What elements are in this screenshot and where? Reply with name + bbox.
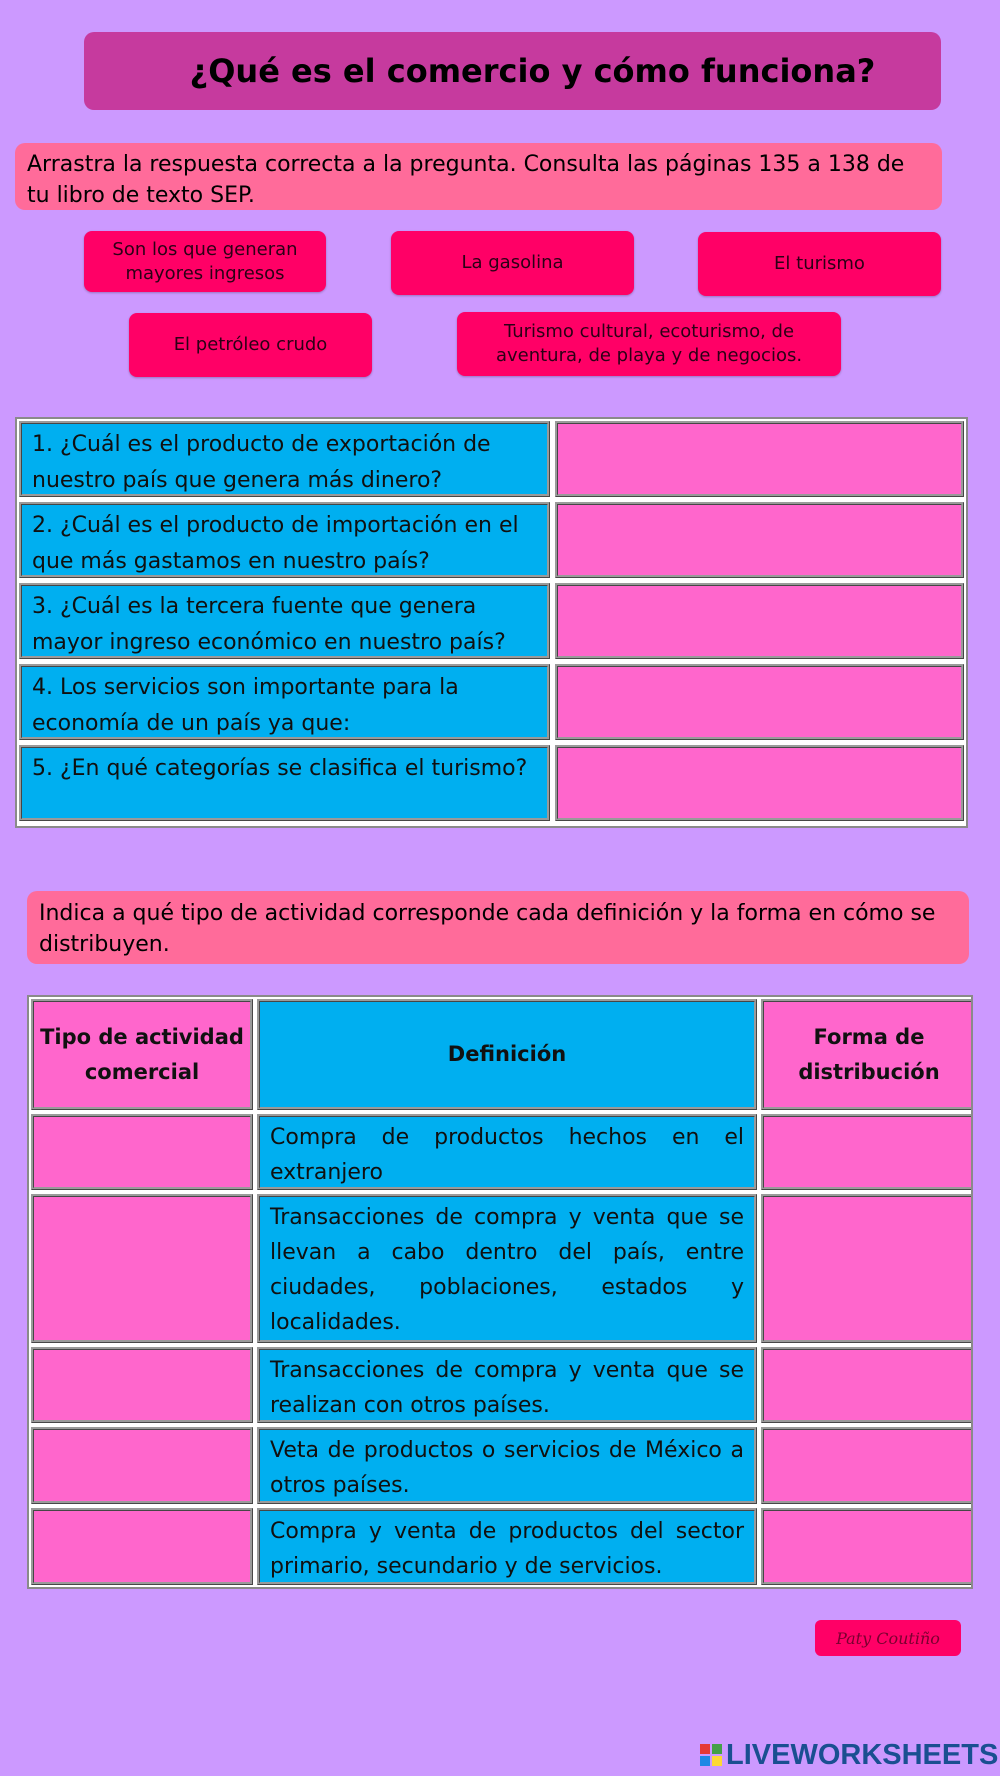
table-row (19, 745, 964, 821)
answer-drop-zone-3[interactable] (555, 583, 964, 659)
drop-zone-tipo-3[interactable] (31, 1347, 253, 1423)
drop-zone-forma-3[interactable] (761, 1347, 973, 1423)
instruction-activity: Indica a qué tipo de actividad corresponde cada definición y la forma en cómo se distribuyen. (27, 891, 969, 964)
logo-icon (700, 1744, 722, 1766)
answer-chip-turismo[interactable]: El turismo (698, 232, 941, 296)
table-row (19, 421, 964, 497)
author-badge: Paty Coutiño (815, 1620, 961, 1656)
header-definicion: Definición (257, 999, 757, 1110)
liveworksheets-logo (700, 1739, 1000, 1771)
answer-chip-petroleo-crudo[interactable]: El petróleo crudo (129, 313, 372, 377)
answer-drop-zone-1[interactable] (555, 421, 964, 497)
definition-cell: Veta de productos o servicios de México a otros países. (257, 1427, 757, 1504)
drop-zone-forma-4[interactable] (761, 1427, 973, 1504)
drop-zone-tipo-1[interactable] (31, 1114, 253, 1190)
question-cell: 2. ¿Cuál es el producto de importación en el que más gastamos en nuestro país? (19, 502, 550, 578)
answer-drop-zone-5[interactable] (555, 745, 964, 821)
definition-cell: Compra y venta de productos del sector primario, secundario y de servicios. (257, 1508, 757, 1585)
answer-drop-zone-4[interactable] (555, 664, 964, 740)
drop-zone-tipo-5[interactable] (31, 1508, 253, 1585)
answer-chip-mayores-ingresos[interactable]: Son los que generan mayores ingresos (84, 231, 326, 292)
header-forma-distribucion: Forma de distribución (761, 999, 973, 1110)
logo-text: LIVEWORKSHEETS (726, 1738, 999, 1771)
drop-zone-forma-5[interactable] (761, 1508, 973, 1585)
drop-zone-forma-1[interactable] (761, 1114, 973, 1190)
question-cell: 4. Los servicios son importante para la economía de un país ya que: (19, 664, 550, 740)
table-row (19, 502, 964, 578)
drop-zone-forma-2[interactable] (761, 1194, 973, 1343)
header-tipo-actividad: Tipo de actividad comercial (31, 999, 253, 1110)
drop-zone-tipo-4[interactable] (31, 1427, 253, 1504)
activity-table (27, 995, 973, 1589)
table-row (19, 583, 964, 659)
drop-zone-tipo-2[interactable] (31, 1194, 253, 1343)
questions-table (15, 417, 968, 828)
definition-cell: Transacciones de compra y venta que se llevan a cabo dentro del país, entre ciudades, poblaciones, estados y localidades. (257, 1194, 757, 1343)
table-row (19, 664, 964, 740)
answer-chip-categorias-turismo[interactable]: Turismo cultural, ecoturismo, de aventura, de playa y de negocios. (457, 312, 841, 376)
instruction-drag: Arrastra la respuesta correcta a la pregunta. Consulta las páginas 135 a 138 de tu libro de texto SEP. (15, 143, 942, 210)
question-cell: 3. ¿Cuál es la tercera fuente que genera mayor ingreso económico en nuestro país? (19, 583, 550, 659)
question-cell: 1. ¿Cuál es el producto de exportación de nuestro país que genera más dinero? (19, 421, 550, 497)
definition-cell: Compra de productos hechos en el extranjero (257, 1114, 757, 1190)
question-cell: 5. ¿En qué categorías se clasifica el turismo? (19, 745, 550, 821)
answer-drop-zone-2[interactable] (555, 502, 964, 578)
answer-chip-gasolina[interactable]: La gasolina (391, 231, 634, 295)
page-title: ¿Qué es el comercio y cómo funciona? (84, 32, 941, 110)
definition-cell: Transacciones de compra y venta que se realizan con otros países. (257, 1347, 757, 1423)
